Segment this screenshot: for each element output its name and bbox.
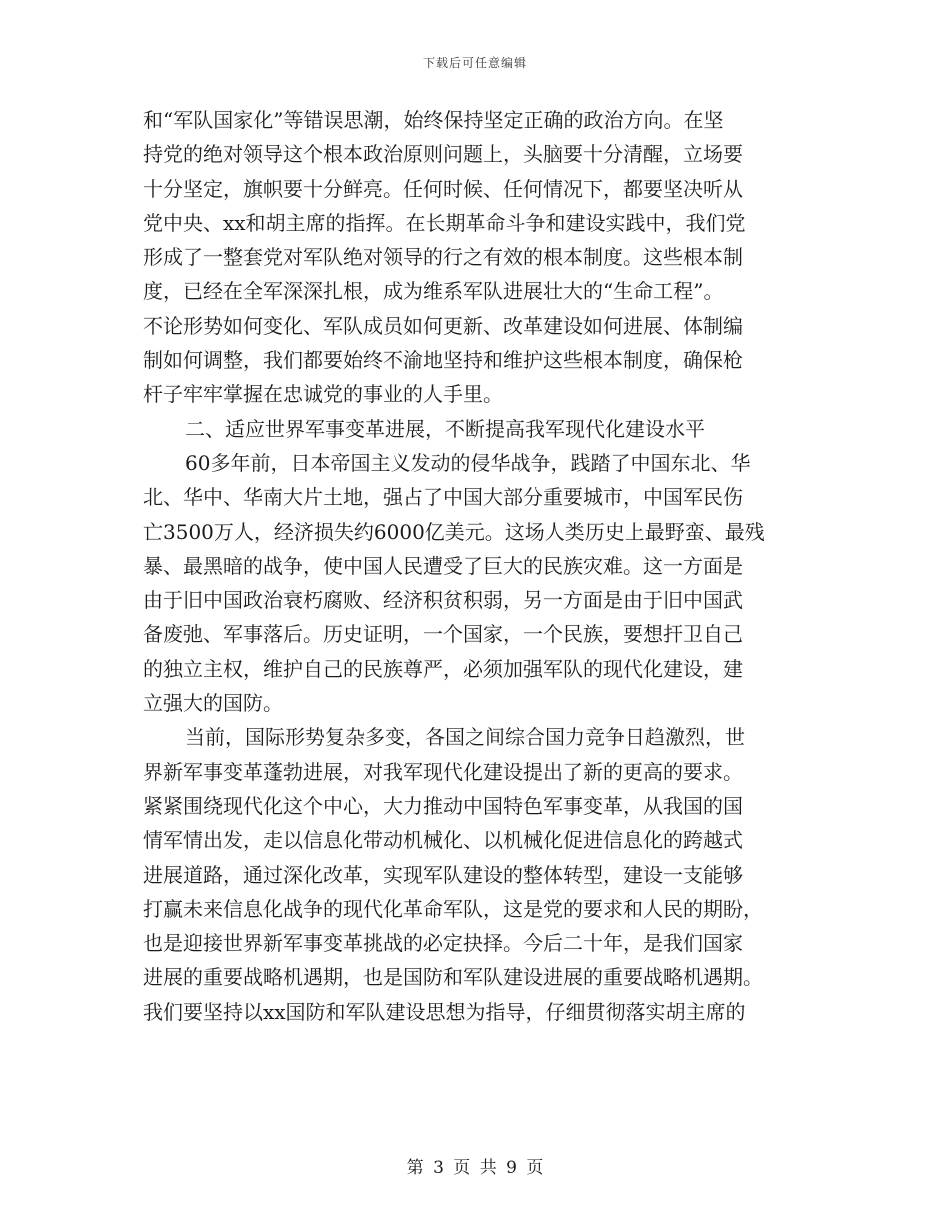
page-header: 下载后可任意编辑 (422, 56, 527, 70)
text-line: 打赢未来信息化战争的现代化革命军队，这是党的要求和人民的期盼， (143, 896, 763, 921)
page-footer: 第 3 页 共 9 页 (406, 1158, 544, 1178)
text-line: 持党的绝对领导这个根本政治原则问题上，头脑要十分清醒，立场要 (143, 142, 743, 167)
text-line: 立强大的国防。 (143, 691, 283, 716)
text-line: 进展道路，通过深化改革，实现军队建设的整体转型，建设一支能够 (143, 862, 743, 887)
text-line: 度，已经在全军深深扎根，成为维系军队进展壮大的“生命工程”。 (143, 279, 724, 304)
text-line: 制如何调整，我们都要始终不渝地坚持和维护这些根本制度，确保枪 (143, 348, 743, 373)
text-line: 北、华中、华南大片土地，强占了中国大部分重要城市，中国军民伤 (143, 485, 743, 510)
text-line: 形成了一整套党对军队绝对领导的行之有效的根本制度。这些根本制 (143, 245, 743, 270)
text-line: 60多年前，日本帝国主义发动的侵华战争，践踏了中国东北、华 (185, 450, 751, 475)
text-line: 进展的重要战略机遇期，也是国防和军队建设进展的重要战略机遇期。 (143, 965, 763, 990)
text-line: 也是迎接世界新军事变革挑战的必定抉择。今后二十年，是我们国家 (143, 931, 743, 956)
text-line: 紧紧围绕现代化这个中心，大力推动中国特色军事变革，从我国的国 (143, 793, 743, 818)
text-line: 不论形势如何变化、军队成员如何更新、改革建设如何进展、体制编 (143, 313, 743, 338)
document-body (143, 103, 803, 1029)
text-line: 党中央、xx和胡主席的指挥。在长期革命斗争和建设实践中，我们党 (143, 210, 746, 235)
text-line: 当前，国际形势复杂多变，各国之间综合国力竞争日趋激烈，世 (185, 725, 745, 750)
text-line: 我们要坚持以xx国防和军队建设思想为指导，仔细贯彻落实胡主席的 (143, 999, 746, 1024)
text-line: 杆子牢牢掌握在忠诚党的事业的人手里。 (143, 382, 503, 407)
text-line: 由于旧中国政治衰朽腐败、经济积贫积弱，另一方面是由于旧中国武 (143, 588, 743, 613)
text-line: 情军情出发，走以信息化带动机械化、以机械化促进信息化的跨越式 (143, 828, 743, 853)
text-line: 的独立主权，维护自己的民族尊严，必须加强军队的现代化建设，建 (143, 656, 743, 681)
text-line: 亡3500万人，经济损失约6000亿美元。这场人类历史上最野蛮、最残 (143, 519, 765, 544)
text-line: 和“军队国家化”等错误思潮，始终保持坚定正确的政治方向。在坚 (143, 108, 724, 132)
text-line: 暴、最黑暗的战争，使中国人民遭受了巨大的民族灾难。这一方面是 (143, 553, 743, 578)
text-line: 二、适应世界军事变革进展，不断提高我军现代化建设水平 (185, 416, 705, 441)
text-line: 界新军事变革蓬勃进展，对我军现代化建设提出了新的更高的要求。 (143, 759, 743, 784)
text-line: 备废弛、军事落后。历史证明，一个国家，一个民族，要想扞卫自己 (143, 622, 743, 647)
text-line: 十分坚定，旗帜要十分鲜亮。任何时候、任何情况下，都要坚决听从 (143, 176, 743, 201)
